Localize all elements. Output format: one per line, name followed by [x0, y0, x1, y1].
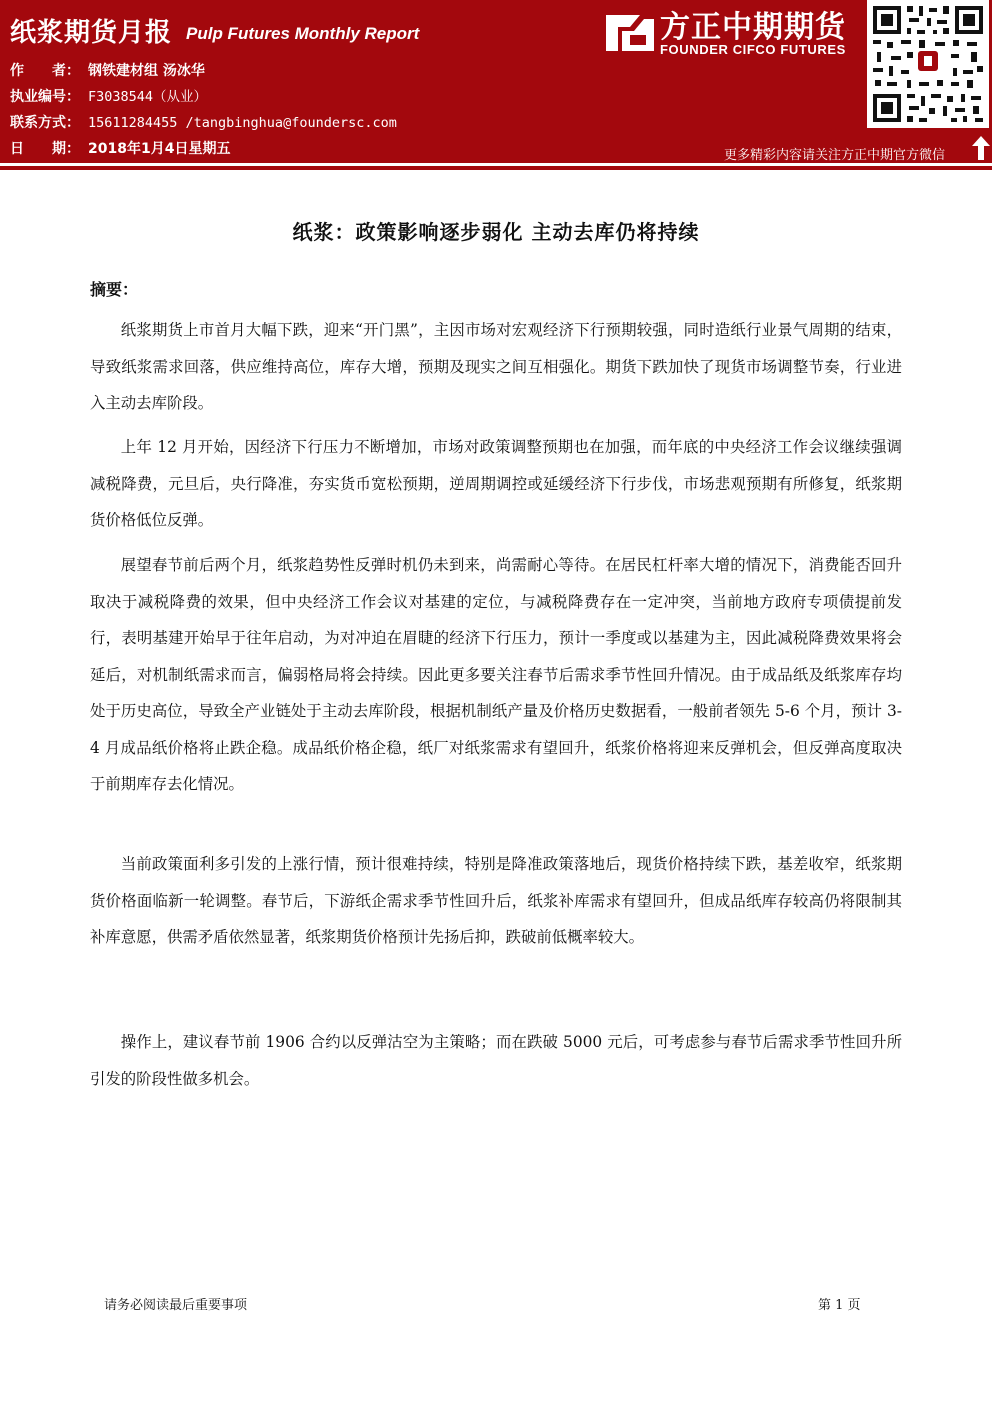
article-title: 纸浆：政策影响逐步弱化 主动去库仍将持续 — [292, 220, 700, 244]
report-subtitle: Pulp Futures Monthly Report — [186, 24, 420, 43]
meta-date — [10, 139, 230, 159]
footer-notice: 请务必阅读最后重要事项 — [104, 1298, 248, 1313]
meta-label: 日 期： — [10, 141, 80, 157]
meta-author — [10, 61, 205, 81]
qr-code-icon — [867, 0, 989, 128]
paragraph-2: 上年 12 月开始，因经济下行压力不断增加，市场对政策调整预期也在加强，而年底的中央经济工作会议继续强调减税降费，元旦后，央行降准，夯实货币宽松预期，逆周期调控或延缓经济下行步伐，市场悲观预期有所修复，纸浆期货价格低位反弹。 — [90, 438, 902, 529]
paragraph-1: 纸浆期货上市首月大幅下跌，迎来“开门黑”，主因市场对宏观经济下行预期较强，同时造纸行业景气周期的结束，导致纸浆需求回落，供应维持高位，库存大增，预期及现实之间互相强化。期货下跌加快了现货市场调整节奏，行业进入主动去库阶段。 — [90, 321, 902, 412]
header-banner — [0, 0, 992, 163]
header-divider — [0, 166, 992, 170]
brand-name-cn: 方正中期期货 — [660, 10, 846, 45]
follow-wechat-text: 更多精彩内容请关注方正中期官方微信 — [724, 148, 946, 163]
meta-license — [10, 87, 207, 107]
meta-label: 联系方式： — [10, 115, 80, 131]
abstract-label: 摘要： — [90, 280, 139, 299]
meta-value: 15611284455 /tangbinghua@foundersc.com — [88, 115, 397, 131]
paragraph-3: 展望春节前后两个月，纸浆趋势性反弹时机仍未到来，尚需耐心等待。在居民杠杆率大增的情况下，消费能否回升取决于减税降费的效果，但中央经济工作会议对基建的定位，与减税降费存在一定冲突，当前地方政府专项债提前发行，表明基建开始早于往年启动，为对冲迫在眉睫的经济下行压力，预计一季度或以基建为主，因此减税降费效果将会延后，对机制纸需求而言，偏弱格局将会持续。因此更多要关注春节后需求季节性回升情况。由于成品纸及纸浆库存均处于历史高位，导致全产业链处于主动去库阶段，根据机制纸产量及价格历史数据看，一般前者领先 5-6 个月，预计 3-4 月成品纸价格将止跌企稳。成品纸价格企稳，纸厂对纸浆需求有望回升，纸浆价格将迎来反弹机会，但反弹高度取决于前期库存去化情况。 — [90, 556, 902, 793]
report-title: 纸浆期货月报 — [10, 18, 173, 48]
paragraph-4: 当前政策面利多引发的上涨行情，预计很难持续，特别是降准政策落地后，现货价格持续下跌，基差收窄，纸浆期货价格面临新一轮调整。春节后，下游纸企需求季节性回升后，纸浆补库需求有望回升，但成品纸库存较高仍将限制其补库意愿，供需矛盾依然显著，纸浆期货价格预计先扬后抑，跌破前低概率较大。 — [90, 855, 902, 946]
founder-logo-icon — [600, 5, 660, 60]
meta-value: 2018年1月4日星期五 — [88, 141, 231, 157]
arrow-up-icon — [972, 136, 990, 160]
meta-value: 钢铁建材组 汤冰华 — [88, 63, 205, 79]
page-number: 第 1 页 — [818, 1298, 861, 1313]
meta-label: 执业编号： — [10, 89, 80, 105]
meta-label: 作 者： — [10, 63, 80, 79]
meta-value: F3038544（从业） — [88, 89, 208, 105]
brand-name-en: FOUNDER CIFCO FUTURES — [660, 42, 846, 57]
paragraph-5: 操作上，建议春节前 1906 合约以反弹沽空为主策略；而在跌破 5000 元后，可考虑参与春节后需求季节性回升所引发的阶段性做多机会。 — [90, 1033, 902, 1088]
meta-contact — [10, 113, 397, 133]
